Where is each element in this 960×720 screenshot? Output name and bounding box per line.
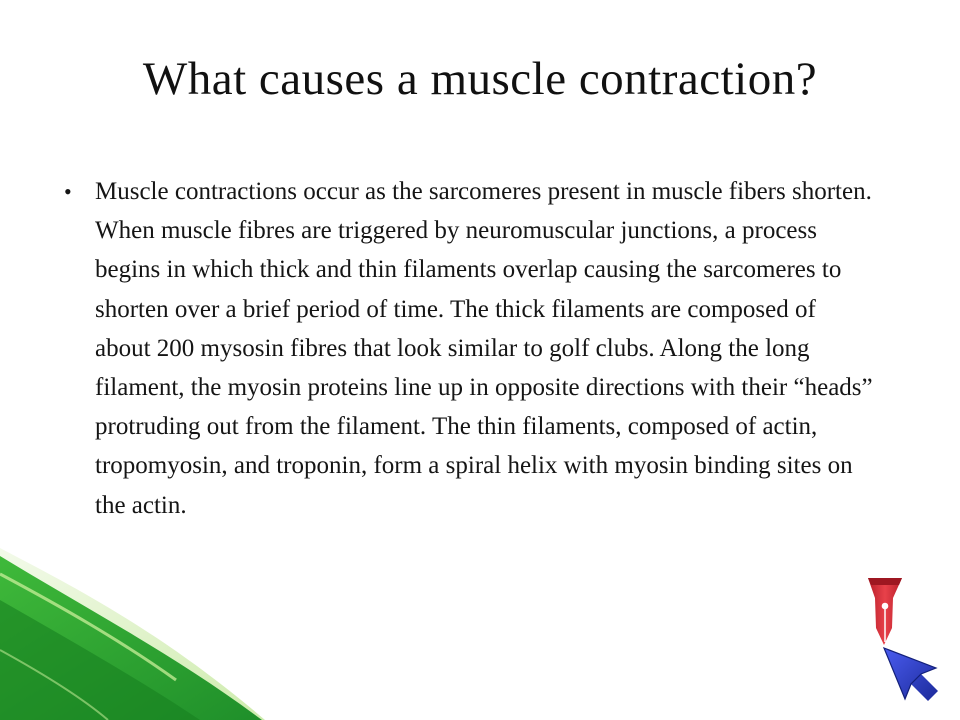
fountain-pen-nib-icon xyxy=(868,578,902,645)
bullet-marker: • xyxy=(64,179,72,204)
slide-title: What causes a muscle contraction? xyxy=(142,53,818,105)
bullet-item xyxy=(64,172,874,525)
bullet-list xyxy=(64,172,874,525)
bullet-text: Muscle contractions occur as the sarcomeres present in muscle fibers shorten. When muscle fibres are triggered by neuromuscular junctions, a process begins in which thick and thin filaments overlap causing the sarcomeres to shorten over a brief period of time. The thick filaments are composed of about 200 mysosin fibres that look similar to golf clubs. Along the long filament, the myosin proteins line up in opposite directions with their “heads” protruding out from the filament. The thin filaments, composed of actin, tropomyosin, and troponin, form a spiral helix with myosin binding sites on the actin. xyxy=(95,178,873,519)
green-swoosh-icon xyxy=(0,548,265,720)
cursor-arrow-icon xyxy=(884,648,938,701)
